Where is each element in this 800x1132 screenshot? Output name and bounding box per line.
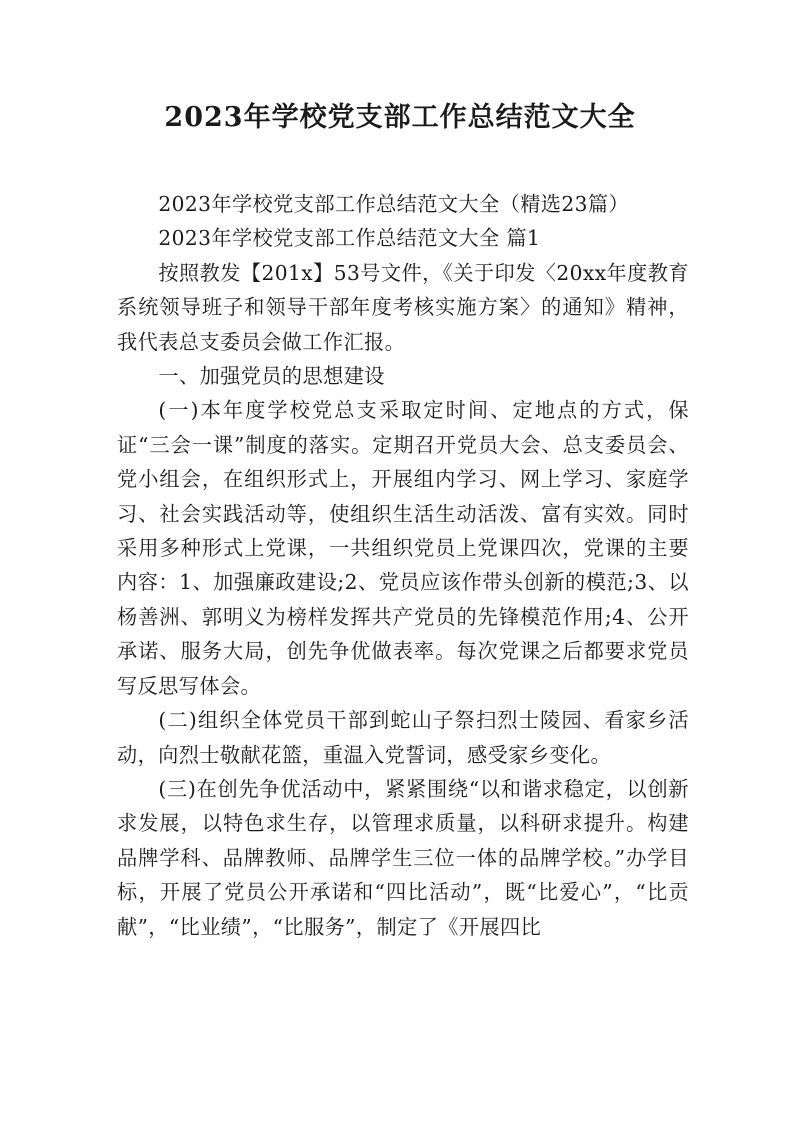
intro-paragraph: 按照教发【201x】53号文件，《关于印发〈20xx年度教育系统领导班子和领导干部年度考核实施方案〉的通知》精神，我代表总支委员会做工作汇报。 <box>117 260 689 354</box>
document-title: 2023年学校党支部工作总结范文大全 <box>164 102 636 133</box>
subtitle-paragraph: 2023年学校党支部工作总结范文大全（精选23篇） <box>158 192 630 216</box>
document-body <box>117 187 689 944</box>
section-heading-paragraph: 2023年学校党支部工作总结范文大全 篇1 <box>158 226 541 251</box>
item-three-paragraph: (三)在创先争优活动中，紧紧围绕“以和谐求稳定，以创新求发展，以特色求生存，以管理求质量，以科研求提升。构建品牌学科、品牌教师、品牌学生三位一体的品牌学校。”办学目标，开展了党员公开承诺和“四比活动”，既“比爱心”，“比贡献”，“比业绩”，“比服务”，制定了《开展四比 <box>117 776 689 939</box>
item-two-paragraph: (二)组织全体党员干部到蛇山子祭扫烈士陵园、看家乡活动，向烈士敬献花篮，重温入党誓词，感受家乡变化。 <box>117 708 689 767</box>
item-one-paragraph: (一)本年度学校党总支采取定时间、定地点的方式，保证“三会一课”制度的落实。定期召开党员大会、总支委员会、党小组会，在组织形式上，开展组内学习、网上学习、家庭学习、社会实践活动等，使组织生活生动活泼、富有实效。同时采用多种形式上党课，一共组织党员上党课四次，党课的主要内容：1、加强廉政建设;2、党员应该作带头创新的模范;3、以杨善洲、郭明义为榜样发挥共产党员的先锋模范作用;4、公开承诺、服务大局，创先争优做表率。每次党课之后都要求党员写反思写体会。 <box>117 398 689 698</box>
section-one-heading: 一、加强党员的思想建设 <box>158 364 385 389</box>
